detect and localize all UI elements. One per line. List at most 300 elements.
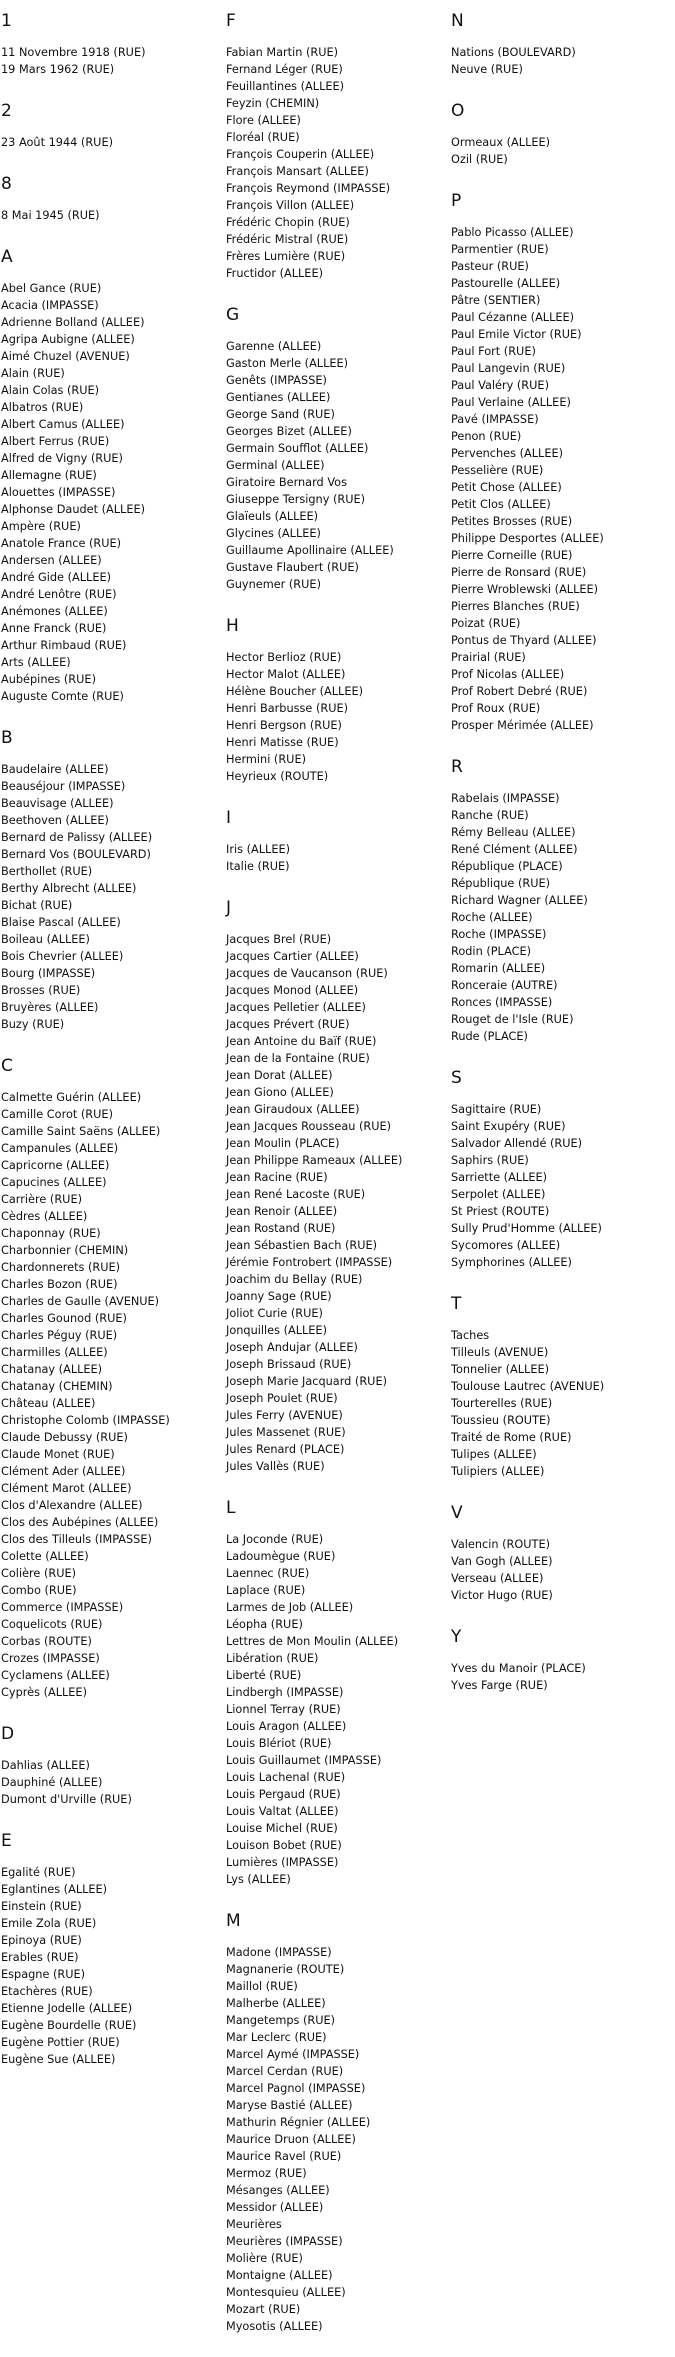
street-name: St Priest (ROUTE) [451,1205,550,1218]
street-name: François Reymond (IMPASSE) [226,182,391,195]
street-name: Jacques Prévert (RUE) [226,1018,350,1031]
letter-heading: I [226,808,232,828]
street-name: Agripa Aubigne (ALLEE) [1,333,135,346]
street-name: Anémones (ALLEE) [1,605,108,618]
street-name: Blaise Pascal (ALLEE) [1,916,121,929]
street-name: Charles Bozon (RUE) [1,1278,118,1291]
street-name: Fabian Martin (RUE) [226,46,339,59]
street-name: Neuve (RUE) [451,63,523,76]
street-name: Albatros (RUE) [1,401,84,414]
street-name: Chardonnerets (RUE) [1,1261,121,1274]
street-name: Taches [451,1329,490,1342]
letter-heading: B [1,728,13,748]
street-name: Glycines (ALLEE) [226,527,321,540]
street-name: Roche (IMPASSE) [451,928,547,941]
street-name: La Joconde (RUE) [226,1533,324,1546]
street-name: Jean René Lacoste (RUE) [226,1188,366,1201]
street-name: 19 Mars 1962 (RUE) [1,63,115,76]
street-name: Pastourelle (ALLEE) [451,277,561,290]
street-name: Pierres Blanches (RUE) [451,600,580,613]
street-name: Pesselière (RUE) [451,464,544,477]
street-name: Jean Renoir (ALLEE) [226,1205,338,1218]
street-name: Albert Camus (ALLEE) [1,418,125,431]
letter-group [226,897,446,1475]
letter-heading: 2 [1,101,12,121]
street-name: Floréal (RUE) [226,131,300,144]
street-name: Malherbe (ALLEE) [226,1997,326,2010]
street-name: Rouget de l'Isle (RUE) [451,1013,574,1026]
street-name: Joanny Sage (RUE) [226,1290,332,1303]
street-name: Poizat (RUE) [451,617,521,630]
street-name: Germain Soufflot (ALLEE) [226,442,369,455]
street-name: Lumières (IMPASSE) [226,1856,339,1869]
street-name: Hector Malot (ALLEE) [226,668,346,681]
street-name: Alphonse Daudet (ALLEE) [1,503,146,516]
street-name: Tulipiers (ALLEE) [451,1465,545,1478]
street-name: Mésanges (ALLEE) [226,2184,330,2197]
street-name: Libération (RUE) [226,1652,319,1665]
street-name: Tulipes (ALLEE) [451,1448,537,1461]
street-name: Jacques Brel (RUE) [226,933,332,946]
letter-group [1,10,221,78]
street-name: Lindbergh (IMPASSE) [226,1686,344,1699]
street-list [451,44,671,78]
street-name: Cèdres (ALLEE) [1,1210,88,1223]
street-name: Magnanerie (ROUTE) [226,1963,345,1976]
street-name: Hector Berlioz (RUE) [226,651,342,664]
street-name: Beethoven (ALLEE) [1,814,109,827]
street-name: Mar Leclerc (RUE) [226,2031,327,2044]
street-name: Chatanay (CHEMIN) [1,1380,113,1393]
street-name: Jean de la Fontaine (RUE) [226,1052,370,1065]
street-name: Sagittaire (RUE) [451,1103,542,1116]
street-name: Léopha (RUE) [226,1618,303,1631]
street-name: Hermini (RUE) [226,753,306,766]
letter-heading: S [451,1068,462,1088]
street-name: Joseph Poulet (RUE) [226,1392,338,1405]
street-name: Romarin (ALLEE) [451,962,546,975]
street-name: Louis Guillaumet (IMPASSE) [226,1754,382,1767]
street-name: Sycomores (ALLEE) [451,1239,561,1252]
street-name: Boileau (ALLEE) [1,933,90,946]
street-name: Clos des Aubépines (ALLEE) [1,1516,159,1529]
street-name: Richard Wagner (ALLEE) [451,894,588,907]
street-name: Jacques Monod (ALLEE) [226,984,359,997]
street-name: Van Gogh (ALLEE) [451,1555,553,1568]
letter-heading: N [451,11,464,31]
letter-group [226,304,446,593]
letter-heading: J [226,898,232,918]
street-name: Gentianes (ALLEE) [226,391,331,404]
street-name: Jean Antoine du Baïf (RUE) [226,1035,377,1048]
index-column [226,10,446,2357]
letter-heading: P [451,191,462,211]
street-name: Claude Monet (RUE) [1,1448,115,1461]
street-name: Colière (RUE) [1,1567,77,1580]
street-name: Dauphiné (ALLEE) [1,1776,103,1789]
street-name: Serpolet (ALLEE) [451,1188,546,1201]
letter-heading: T [451,1294,462,1314]
street-list [226,931,446,1475]
street-name: Eugène Bourdelle (RUE) [1,2019,137,2032]
street-name: Capricorne (ALLEE) [1,1159,110,1172]
street-name: Georges Bizet (ALLEE) [226,425,352,438]
street-name: Château (ALLEE) [1,1397,96,1410]
street-name: Nations (BOULEVARD) [451,46,576,59]
street-name: Jean Philippe Rameaux (ALLEE) [226,1154,403,1167]
letter-heading: E [1,1831,12,1851]
street-name: Mozart (RUE) [226,2303,301,2316]
street-name: Combo (RUE) [1,1584,77,1597]
street-list [451,1660,671,1694]
street-name: Arts (ALLEE) [1,656,71,669]
street-name: Jean Jacques Rousseau (RUE) [226,1120,392,1133]
street-name: Traité de Rome (RUE) [451,1431,572,1444]
street-name: Fernand Léger (RUE) [226,63,343,76]
street-name: Rodin (PLACE) [451,945,532,958]
street-name: Guynemer (RUE) [226,578,321,591]
street-name: Charles de Gaulle (AVENUE) [1,1295,160,1308]
street-name: Molière (RUE) [226,2252,303,2265]
street-name: Mathurin Régnier (ALLEE) [226,2116,371,2129]
street-name: Paul Valéry (RUE) [451,379,549,392]
street-name: Louise Michel (RUE) [226,1822,338,1835]
street-name: Sully Prud'Homme (ALLEE) [451,1222,602,1235]
street-name: Larmes de Job (ALLEE) [226,1601,354,1614]
street-name: Joseph Andujar (ALLEE) [226,1341,358,1354]
street-name: République (RUE) [451,877,551,890]
letter-heading: L [226,1498,236,1518]
street-name: Ronceraie (AUTRE) [451,979,558,992]
street-list [1,280,221,705]
street-name: Charles Gounod (RUE) [1,1312,127,1325]
street-name: Penon (RUE) [451,430,522,443]
street-name: Giratoire Bernard Vos [226,476,347,489]
street-list [1,1757,221,1808]
street-list [1,1089,221,1701]
street-name: Paul Fort (RUE) [451,345,536,358]
street-name: Henri Matisse (RUE) [226,736,339,749]
street-name: Camille Saint Saëns (ALLEE) [1,1125,161,1138]
street-name: Pablo Picasso (ALLEE) [451,226,574,239]
street-name: Chatanay (ALLEE) [1,1363,103,1376]
street-name: Bourg (IMPASSE) [1,967,96,980]
street-name: Joseph Marie Jacquard (RUE) [226,1375,387,1388]
street-name: Jules Vallès (RUE) [226,1460,325,1473]
street-name: Dahlias (ALLEE) [1,1759,90,1772]
street-name: Liberté (RUE) [226,1669,302,1682]
street-list [226,1944,446,2335]
letter-group [1,1830,221,2068]
street-name: René Clément (ALLEE) [451,843,578,856]
letter-group [451,100,671,168]
street-name: Tonnelier (ALLEE) [451,1363,550,1376]
street-name: Yves Farge (RUE) [451,1679,548,1692]
street-name: Joachim du Bellay (RUE) [226,1273,363,1286]
street-name: Allemagne (RUE) [1,469,97,482]
index-column [1,10,221,2090]
street-name: Coquelicots (RUE) [1,1618,103,1631]
letter-group [226,1497,446,1888]
letter-group [451,1067,671,1271]
letter-heading: A [1,247,13,267]
letter-group [451,756,671,1045]
letter-group [226,807,446,875]
street-name: République (PLACE) [451,860,563,873]
street-name: Emile Zola (RUE) [1,1917,97,1930]
street-list [451,224,671,734]
street-name: Dumont d'Urville (RUE) [1,1793,132,1806]
street-name: Andersen (ALLEE) [1,554,102,567]
street-name: Rude (PLACE) [451,1030,528,1043]
street-name: Eugène Pottier (RUE) [1,2036,120,2049]
street-name: Jean Rostand (RUE) [226,1222,336,1235]
street-name: Pontus de Thyard (ALLEE) [451,634,597,647]
street-name: Laplace (RUE) [226,1584,306,1597]
street-name: Bernard de Palissy (ALLEE) [1,831,153,844]
street-name: Calmette Guérin (ALLEE) [1,1091,142,1104]
letter-heading: C [1,1056,13,1076]
letter-heading: 8 [1,174,12,194]
street-name: Louison Bobet (RUE) [226,1839,342,1852]
street-name: Aimé Chuzel (AVENUE) [1,350,130,363]
letter-heading: 1 [1,11,12,31]
street-name: Alain (RUE) [1,367,65,380]
street-name: Feyzin (CHEMIN) [226,97,320,110]
street-name: Anatole France (RUE) [1,537,122,550]
street-name: Jean Sébastien Bach (RUE) [226,1239,378,1252]
street-name: Christophe Colomb (IMPASSE) [1,1414,170,1427]
street-name: Toulouse Lautrec (AVENUE) [451,1380,605,1393]
street-name: Baudelaire (ALLEE) [1,763,109,776]
letter-group [1,1055,221,1701]
street-name: Lionnel Terray (RUE) [226,1703,341,1716]
street-name: Maurice Druon (ALLEE) [226,2133,356,2146]
street-name: André Lenôtre (RUE) [1,588,117,601]
street-name: Marcel Aymé (IMPASSE) [226,2048,360,2061]
street-name: Cyclamens (ALLEE) [1,1669,110,1682]
street-name: Montaigne (ALLEE) [226,2269,333,2282]
street-name: Marcel Cerdan (RUE) [226,2065,344,2078]
street-name: Messidor (ALLEE) [226,2201,324,2214]
letter-group [1,173,221,224]
street-name: Feuillantines (ALLEE) [226,80,345,93]
street-name: Acacia (IMPASSE) [1,299,99,312]
street-list [451,1101,671,1271]
street-name: Marcel Pagnol (IMPASSE) [226,2082,366,2095]
letter-group [226,10,446,282]
street-name: Campanules (ALLEE) [1,1142,119,1155]
street-name: Espagne (RUE) [1,1968,86,1981]
street-name: Prairial (RUE) [451,651,526,664]
street-name: Pasteur (RUE) [451,260,529,273]
street-name: Giuseppe Tersigny (RUE) [226,493,366,506]
letter-group [451,1626,671,1694]
street-name: André Gide (ALLEE) [1,571,112,584]
street-name: Jérémie Fontrobert (IMPASSE) [226,1256,393,1269]
letter-heading: D [1,1724,15,1744]
street-list [226,649,446,785]
street-name: Prof Nicolas (ALLEE) [451,668,565,681]
street-name: Heyrieux (ROUTE) [226,770,329,783]
street-name: Charmilles (ALLEE) [1,1346,108,1359]
street-name: Beauséjour (IMPASSE) [1,780,126,793]
street-name: Louis Blériot (RUE) [226,1737,332,1750]
street-name: Sarriette (ALLEE) [451,1171,548,1184]
street-name: Aubépines (RUE) [1,673,96,686]
street-name: Claude Debussy (RUE) [1,1431,128,1444]
street-name: Frédéric Mistral (RUE) [226,233,349,246]
letter-group [1,246,221,705]
street-name: Paul Langevin (RUE) [451,362,566,375]
letter-heading: G [226,305,240,325]
street-list [451,790,671,1045]
street-name: Eugène Sue (ALLEE) [1,2053,116,2066]
letter-group [451,1293,671,1480]
street-name: Jules Ferry (AVENUE) [226,1409,343,1422]
street-name: Verseau (ALLEE) [451,1572,544,1585]
street-name: Myosotis (ALLEE) [226,2320,323,2333]
street-name: Petites Brosses (RUE) [451,515,573,528]
letter-heading: H [226,616,239,636]
street-name: Alouettes (IMPASSE) [1,486,116,499]
street-list [1,761,221,1033]
street-name: Jacques Cartier (ALLEE) [226,950,359,963]
street-name: Laennec (RUE) [226,1567,310,1580]
street-name: Jacques de Vaucanson (RUE) [226,967,388,980]
street-name: Lys (ALLEE) [226,1873,291,1886]
letter-group [1,100,221,151]
street-name: Clément Ader (ALLEE) [1,1465,126,1478]
street-name: Egalité (RUE) [1,1866,76,1879]
street-name: Jules Renard (PLACE) [226,1443,345,1456]
letter-heading: M [226,1911,241,1931]
street-name: Hélène Boucher (ALLEE) [226,685,364,698]
street-name: Guillaume Apollinaire (ALLEE) [226,544,394,557]
street-name: Lettres de Mon Moulin (ALLEE) [226,1635,399,1648]
street-name: Jonquilles (ALLEE) [226,1324,327,1337]
street-name: Camille Corot (RUE) [1,1108,113,1121]
street-list [226,338,446,593]
letter-group [226,1910,446,2335]
street-name: Mermoz (RUE) [226,2167,307,2180]
street-name: Glaïeuls (ALLEE) [226,510,319,523]
street-list [1,207,221,224]
street-name: Pervenches (ALLEE) [451,447,564,460]
street-list [451,1327,671,1480]
street-name: Mangetemps (RUE) [226,2014,336,2027]
street-list [1,1864,221,2068]
street-name: Epinoya (RUE) [1,1934,82,1947]
street-name: Iris (ALLEE) [226,843,290,856]
street-name: Jean Dorat (ALLEE) [226,1069,333,1082]
street-name: Maurice Ravel (RUE) [226,2150,342,2163]
street-name: Bernard Vos (BOULEVARD) [1,848,151,861]
letter-group [226,615,446,785]
street-name: Parmentier (RUE) [451,243,549,256]
street-name: Rémy Belleau (ALLEE) [451,826,576,839]
street-name: Clos des Tilleuls (IMPASSE) [1,1533,152,1546]
street-name: François Couperin (ALLEE) [226,148,375,161]
street-name: Yves du Manoir (PLACE) [451,1662,586,1675]
street-name: Berthollet (RUE) [1,865,93,878]
street-name: Victor Hugo (RUE) [451,1589,553,1602]
street-name: Montesquieu (ALLEE) [226,2286,346,2299]
street-name: Pierre Corneille (RUE) [451,549,573,562]
street-name: Paul Verlaine (ALLEE) [451,396,571,409]
street-list [451,1536,671,1604]
street-name: Crozes (IMPASSE) [1,1652,100,1665]
street-name: Ormeaux (ALLEE) [451,136,551,149]
street-name: Joliot Curie (RUE) [226,1307,323,1320]
letter-heading: Y [451,1627,462,1647]
street-name: Gaston Merle (ALLEE) [226,357,349,370]
street-name: Charles Péguy (RUE) [1,1329,118,1342]
street-name: Alain Colas (RUE) [1,384,100,397]
street-name: Clos d'Alexandre (ALLEE) [1,1499,143,1512]
street-name: Bois Chevrier (ALLEE) [1,950,124,963]
street-name: Charbonnier (CHEMIN) [1,1244,129,1257]
street-name: Colette (ALLEE) [1,1550,89,1563]
street-name: Commerce (IMPASSE) [1,1601,124,1614]
street-name: 8 Mai 1945 (RUE) [1,209,100,222]
street-name: Prosper Mérimée (ALLEE) [451,719,594,732]
street-name: Pâtre (SENTIER) [451,294,541,307]
street-name: Erables (RUE) [1,1951,79,1964]
letter-group [451,1502,671,1604]
street-name: Garenne (ALLEE) [226,340,322,353]
street-name: Pierre de Ronsard (RUE) [451,566,587,579]
street-name: Pierre Wroblewski (ALLEE) [451,583,599,596]
street-name: 11 Novembre 1918 (RUE) [1,46,146,59]
street-name: Roche (ALLEE) [451,911,533,924]
street-name: Brosses (RUE) [1,984,81,997]
street-name: Buzy (RUE) [1,1018,65,1031]
street-name: Ampère (RUE) [1,520,81,533]
street-name: Bruyères (ALLEE) [1,1001,99,1014]
street-list [1,44,221,78]
street-name: 23 Août 1944 (RUE) [1,136,113,149]
street-name: Albert Ferrus (RUE) [1,435,110,448]
letter-group [1,1723,221,1808]
street-name: Madone (IMPASSE) [226,1946,332,1959]
street-name: Petit Chose (ALLEE) [451,481,562,494]
street-name: Corbas (ROUTE) [1,1635,92,1648]
street-name: Flore (ALLEE) [226,114,301,127]
street-name: François Mansart (ALLEE) [226,165,369,178]
street-name: Prof Roux (RUE) [451,702,541,715]
street-list [226,44,446,282]
street-name: Petit Clos (ALLEE) [451,498,551,511]
street-name: Arthur Rimbaud (RUE) [1,639,127,652]
street-name: Jules Massenet (RUE) [226,1426,346,1439]
street-name: Frédéric Chopin (RUE) [226,216,350,229]
letter-group [451,10,671,78]
street-name: Etienne Jodelle (ALLEE) [1,2002,133,2015]
street-name: Ozil (RUE) [451,153,508,166]
street-list [226,841,446,875]
street-name: Einstein (RUE) [1,1900,82,1913]
street-name: Louis Pergaud (RUE) [226,1788,341,1801]
street-name: Ranche (RUE) [451,809,529,822]
street-name: Auguste Comte (RUE) [1,690,124,703]
street-name: Alfred de Vigny (RUE) [1,452,123,465]
street-name: Toussieu (ROUTE) [451,1414,551,1427]
street-name: François Villon (ALLEE) [226,199,355,212]
street-name: Abel Gance (RUE) [1,282,102,295]
letter-heading: F [226,11,236,31]
street-name: Clément Marot (ALLEE) [1,1482,132,1495]
